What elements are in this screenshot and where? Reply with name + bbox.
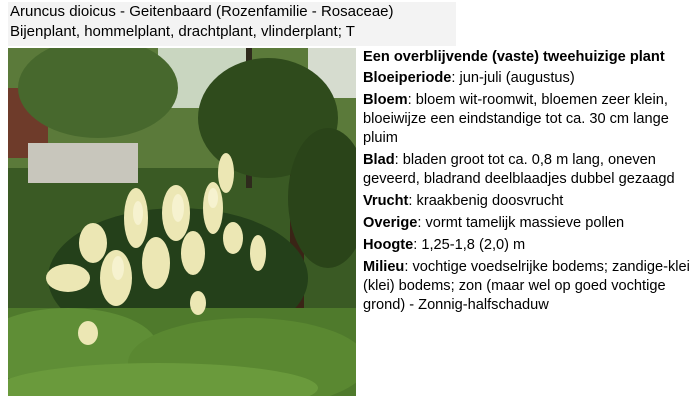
label-vrucht: Vrucht	[363, 193, 409, 209]
plant-categories: Bijenplant, hommelplant, drachtplant, vlinderplant; T	[10, 23, 355, 40]
label-milieu: Milieu	[363, 259, 405, 275]
header	[8, 2, 456, 46]
plant-type-title: Een overblijvende (vaste) tweehuizige plant	[363, 49, 665, 65]
row-milieu	[363, 258, 697, 315]
plant-description	[363, 48, 697, 318]
label-overige: Overige	[363, 215, 418, 231]
species-title: Aruncus dioicus - Geitenbaard (Rozenfamilie - Rosaceae)	[10, 3, 394, 20]
value-overige: : vormt tamelijk massieve pollen	[417, 215, 625, 231]
value-vrucht: : kraakbenig doosvrucht	[408, 193, 564, 209]
row-hoogte	[363, 236, 697, 255]
row-overige	[363, 214, 697, 233]
label-hoogte: Hoogte	[363, 237, 414, 253]
row-bloem	[363, 91, 697, 148]
label-blad: Blad	[363, 152, 395, 168]
label-bloem: Bloem	[363, 92, 408, 108]
value-bloem: : bloem wit-roomwit, bloemen zeer klein, bloeiwijze een eindstandige tot ca. 30 cm lange pluim	[363, 92, 669, 146]
aruncus-illustration	[8, 48, 356, 396]
label-bloeiperiode: Bloeiperiode	[363, 70, 452, 86]
row-vrucht	[363, 192, 697, 211]
value-bloeiperiode: : jun-juli (augustus)	[451, 70, 575, 86]
row-blad	[363, 151, 697, 189]
value-blad: : bladen groot tot ca. 0,8 m lang, oneven geveerd, bladrand deelblaadjes dubbel gezaagd	[363, 152, 675, 187]
value-hoogte: : 1,25-1,8 (2,0) m	[413, 237, 526, 253]
plant-photo	[8, 48, 356, 396]
value-milieu: : vochtige voedselrijke bodems; zandige-klei (klei) bodems; zon (maar wel op goed vochtige grond) - Zonnig-halfschaduw	[363, 259, 690, 313]
row-bloeiperiode	[363, 69, 697, 88]
